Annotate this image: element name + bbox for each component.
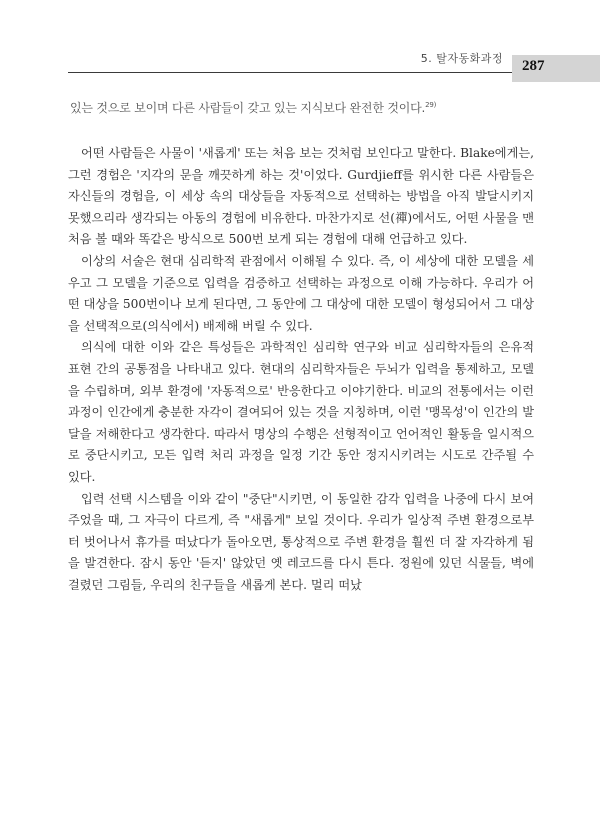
body-text: [68, 143, 534, 596]
quote-text: 있는 것으로 보이며 다른 사람들이 갖고 있는 지식보다 완전한 것이다.: [70, 101, 426, 115]
chapter-title: 5. 탈자동화과정: [420, 52, 503, 65]
block-quote: [70, 99, 540, 116]
paragraph: 입력 선택 시스템을 이와 같이 "중단"시키면, 이 동일한 감각 입력을 나중에 다시 보여 주었을 때, 그 자극이 다르게, 즉 "새롭게" 보일 것이다. 우리가 일상적 주변 환경으로부터 벗어나서 휴가를 떠났다가 돌아오면, 통상적으로 주변 환경을 훨씬 더 잘 자각하게 됨을 발견한다. 잠시 동안 '듣지' 않았던 옛 레코드를 다시 튼다. 정원에 있던 식물들, 벽에 걸렸던 그림들, 우리의 친구들을 새롭게 본다. 멀리 떠났: [68, 491, 534, 592]
page-number: 287: [522, 58, 545, 74]
page-header: [0, 0, 600, 84]
footnote-marker: 29): [425, 101, 437, 109]
paragraph: 어떤 사람들은 사물이 '새롭게' 또는 처음 보는 것처럼 보인다고 말한다. Blake에게는, 그런 경험은 '지각의 문을 깨끗하게 하는 것'이었다. Gurdjieff를 위시한 다른 사람들은 자신들의 경험을, 이 세상 속의 대상들을 자동적으로 선택하는 방법을 아직 발달시키지 못했으리라 생각되는 아동의 경험에 비유한다. 마찬가지로 선(禪)에서도, 어떤 사물을 맨 처음 볼 때와 똑같은 방식으로 500번 보게 되는 경험에 대해 언급하고 있다.: [68, 146, 534, 247]
paragraph: 의식에 대한 이와 같은 특성들은 과학적인 심리학 연구와 비교 심리학자들의 은유적 표현 간의 공통점을 나타내고 있다. 현대의 심리학자들은 두뇌가 입력을 통제하고, 모델을 수립하며, 외부 환경에 '자동적으로' 반응한다고 이야기한다. 비교의 전통에서는 이런 과정이 인간에게 충분한 자각이 결여되어 있는 것을 지칭하며, 이런 '맹목성'이 인간의 발달을 저해한다고 생각한다. 따라서 명상의 수행은 선형적이고 언어적인 활동을 일시적으로 중단시키고, 모든 입력 처리 과정을 일정 기간 동안 정지시키려는 시도로 간주될 수 있다.: [68, 340, 534, 484]
paragraph: 이상의 서술은 현대 심리학적 관점에서 이해될 수 있다. 즉, 이 세상에 대한 모델을 세우고 그 모델을 기준으로 입력을 검증하고 선택하는 과정으로 이해 가능하다. 우리가 어떤 대상을 500번이나 보게 된다면, 그 동안에 그 대상에 대한 모델이 형성되어서 그 대상을 선택적으로(의식에서) 배제해 버릴 수 있다.: [68, 253, 535, 333]
